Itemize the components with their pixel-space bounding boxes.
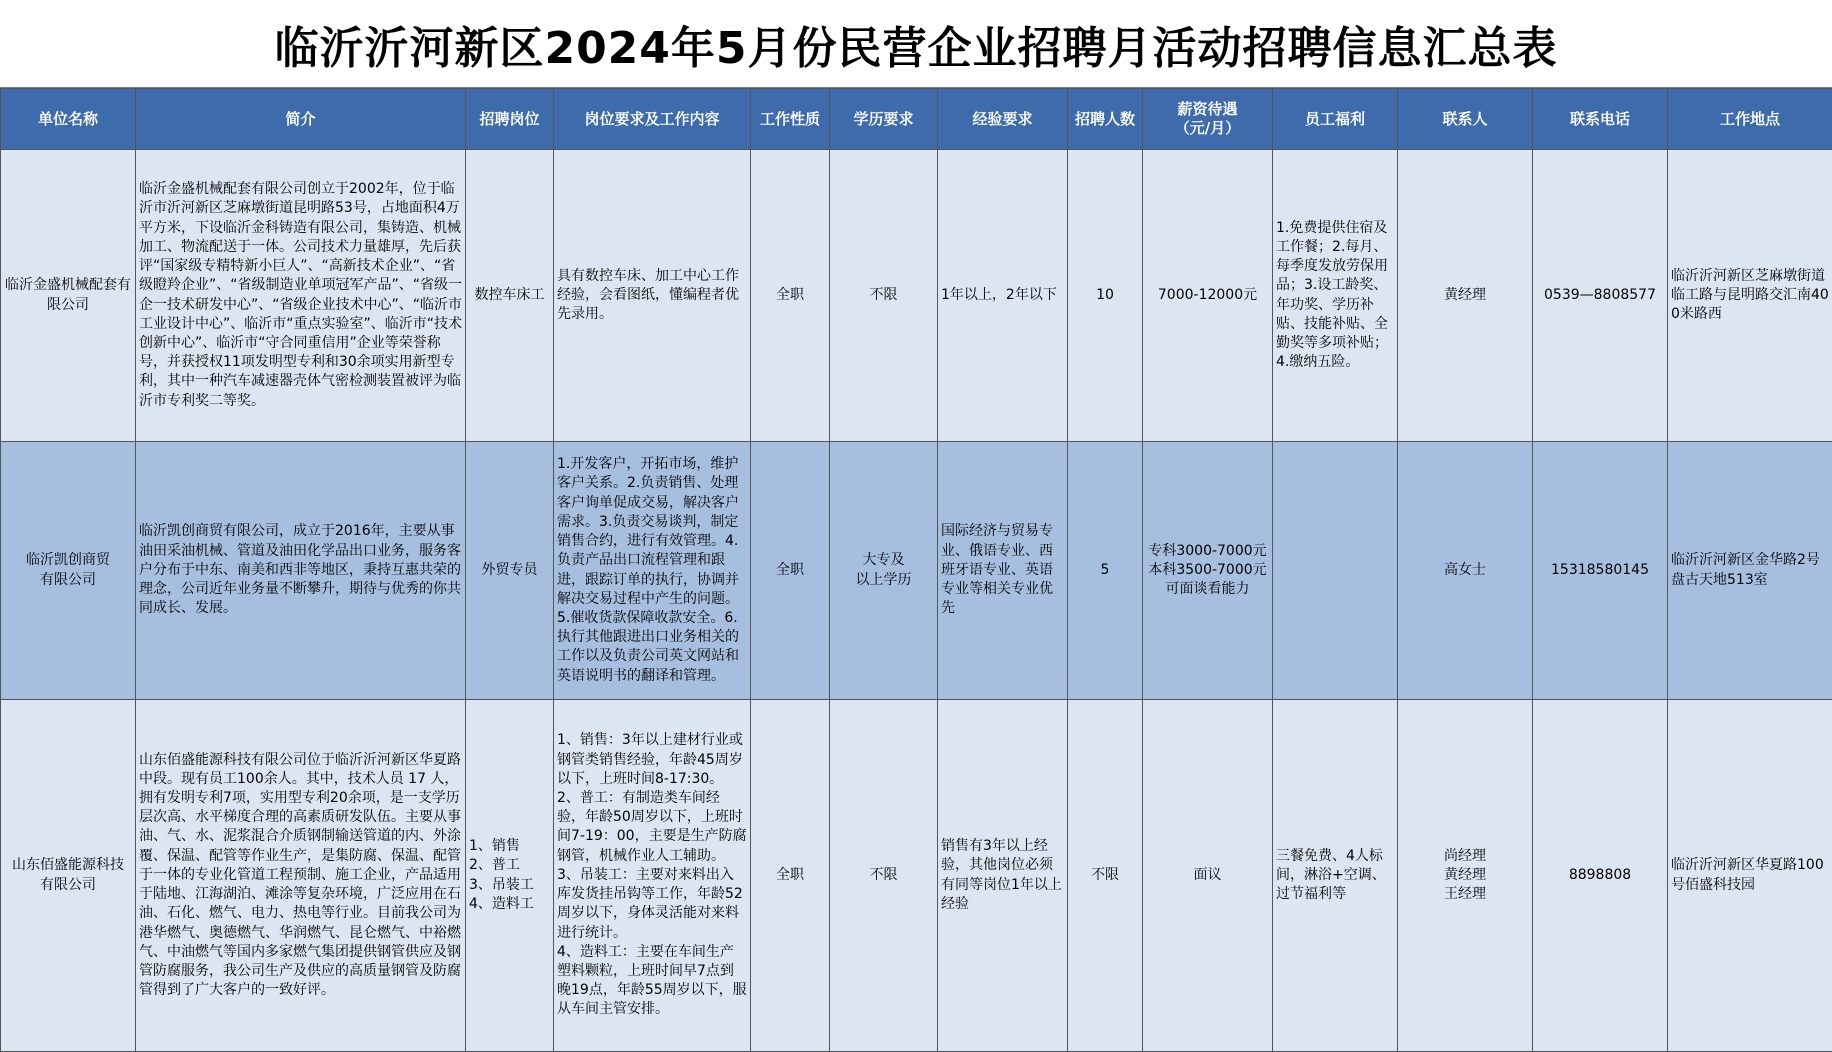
header-count[interactable]: 招聘人数 bbox=[1068, 89, 1143, 150]
cell-benefits[interactable]: 三餐免费、4人标间，淋浴+空调、过节福利等 bbox=[1273, 700, 1398, 1052]
header-location[interactable]: 工作地点 bbox=[1668, 89, 1832, 150]
cell-count[interactable]: 5 bbox=[1068, 442, 1143, 700]
sheet-title: 临沂沂河新区2024年5月份民营企业招聘月活动招聘信息汇总表 bbox=[0, 0, 1832, 88]
cell-count[interactable]: 不限 bbox=[1068, 700, 1143, 1052]
table-row bbox=[1, 442, 1832, 700]
cell-requirements[interactable]: 1、销售：3年以上建材行业或钢管类销售经验，年龄45周岁以下，上班时间8-17:30。 2、普工：有制造类车间经验，年龄50周岁以下，上班时间7-19：00，主要是生产防腐钢管，机械作业人工辅助。 3、吊装工：主要对来料出入库发货挂吊钩等工作，年龄52周岁以下，身体灵活能对来料进行统计。 4、造料工：主要在车间生产塑料颗粒，上班时间早7点到晚19点，年龄55周岁以下，服从车间主管安排。 bbox=[554, 700, 751, 1052]
header-contact[interactable]: 联系人 bbox=[1398, 89, 1533, 150]
header-experience[interactable]: 经验要求 bbox=[938, 89, 1068, 150]
cell-contact[interactable]: 尚经理 黄经理 王经理 bbox=[1398, 700, 1533, 1052]
cell-intro[interactable]: 临沂凯创商贸有限公司，成立于2016年，主要从事油田采油机械、管道及油田化学品出口业务，服务客户分布于中东、南美和西非等地区，秉持互惠共荣的理念，公司近年业务量不断攀升，期待与优秀的你共同成长、发展。 bbox=[136, 442, 466, 700]
cell-position[interactable]: 外贸专员 bbox=[466, 442, 554, 700]
cell-company[interactable]: 山东佰盛能源科技 有限公司 bbox=[1, 700, 136, 1052]
cell-count[interactable]: 10 bbox=[1068, 150, 1143, 442]
cell-education[interactable]: 大专及 以上学历 bbox=[830, 442, 938, 700]
header-benefits[interactable]: 员工福利 bbox=[1273, 89, 1398, 150]
cell-experience[interactable]: 1年以上，2年以下 bbox=[938, 150, 1068, 442]
header-education[interactable]: 学历要求 bbox=[830, 89, 938, 150]
cell-company[interactable]: 临沂金盛机械配套有限公司 bbox=[1, 150, 136, 442]
cell-company[interactable]: 临沂凯创商贸 有限公司 bbox=[1, 442, 136, 700]
header-requirements[interactable]: 岗位要求及工作内容 bbox=[554, 89, 751, 150]
cell-type[interactable]: 全职 bbox=[751, 700, 830, 1052]
cell-phone[interactable]: 8898808 bbox=[1533, 700, 1668, 1052]
table-row bbox=[1, 150, 1832, 442]
cell-location[interactable]: 临沂沂河新区华夏路100号佰盛科技园 bbox=[1668, 700, 1832, 1052]
table-row bbox=[1, 700, 1832, 1052]
cell-education[interactable]: 不限 bbox=[830, 700, 938, 1052]
cell-benefits[interactable]: 1.免费提供住宿及工作餐；2.每月、每季度发放劳保用品；3.设工龄奖、年功奖、学历补贴、技能补贴、全勤奖等多项补贴；4.缴纳五险。 bbox=[1273, 150, 1398, 442]
cell-salary[interactable]: 7000-12000元 bbox=[1143, 150, 1273, 442]
cell-position[interactable]: 1、销售 2、普工 3、吊装工 4、造料工 bbox=[466, 700, 554, 1052]
recruitment-table bbox=[0, 88, 1832, 1052]
cell-type[interactable]: 全职 bbox=[751, 442, 830, 700]
cell-phone[interactable]: 15318580145 bbox=[1533, 442, 1668, 700]
header-type[interactable]: 工作性质 bbox=[751, 89, 830, 150]
cell-requirements[interactable]: 具有数控车床、加工中心工作经验，会看图纸，懂编程者优先录用。 bbox=[554, 150, 751, 442]
cell-benefits[interactable] bbox=[1273, 442, 1398, 700]
cell-phone[interactable]: 0539—8808577 bbox=[1533, 150, 1668, 442]
header-position[interactable]: 招聘岗位 bbox=[466, 89, 554, 150]
cell-intro[interactable]: 山东佰盛能源科技有限公司位于临沂沂河新区华夏路中段。现有员工100余人。其中，技术人员 17 人，拥有发明专利7项，实用型专利20余项，是一支学历层次高、水平梯度合理的高素质研发队伍。主要从事油、气、水、泥浆混合介质钢制输送管道的内、外涂覆、保温、配管等作业生产，是集防腐、保温、配管于一体的专业化管道工程预制、施工企业，产品适用于陆地、江海湖泊、滩涂等复杂环境，广泛应用在石油、石化、燃气、电力、热电等行业。目前我公司为港华燃气、奥德燃气、华润燃气、昆仑燃气、中裕燃气、中油燃气等国内多家燃气集团提供钢管供应及钢管防腐服务，我公司生产及供应的高质量钢管及防腐管得到了广大客户的一致好评。 bbox=[136, 700, 466, 1052]
header-intro[interactable]: 简介 bbox=[136, 89, 466, 150]
cell-location[interactable]: 临沂沂河新区芝麻墩街道临工路与昆明路交汇南400米路西 bbox=[1668, 150, 1832, 442]
cell-intro[interactable]: 临沂金盛机械配套有限公司创立于2002年，位于临沂市沂河新区芝麻墩街道昆明路53号，占地面积4万平方米，下设临沂金科铸造有限公司，集铸造、机械加工、物流配送于一体。公司技术力量雄厚，先后获评“国家级专精特新小巨人”、“高新技术企业”、“省级瞪羚企业”、“省级制造业单项冠军产品”、“省级一企一技术研发中心”、“省级企业技术中心”、“临沂市工业设计中心”、临沂市“重点实验室”、临沂市“技术创新中心”、临沂市“守合同重信用”企业等荣誉称号，并获授权11项发明型专利和30余项实用新型专利，其中一种汽车减速器壳体气密检测装置被评为临沂市专利奖二等奖。 bbox=[136, 150, 466, 442]
header-phone[interactable]: 联系电话 bbox=[1533, 89, 1668, 150]
cell-contact[interactable]: 高女士 bbox=[1398, 442, 1533, 700]
cell-location[interactable]: 临沂沂河新区金华路2号盘古天地513室 bbox=[1668, 442, 1832, 700]
header-salary[interactable]: 薪资待遇 （元/月） bbox=[1143, 89, 1273, 150]
cell-salary[interactable]: 专科3000-7000元 本科3500-7000元 可面谈看能力 bbox=[1143, 442, 1273, 700]
cell-salary[interactable]: 面议 bbox=[1143, 700, 1273, 1052]
cell-requirements[interactable]: 1.开发客户，开拓市场，维护客户关系。2.负责销售、处理客户询单促成交易，解决客户需求。3.负责交易谈判，制定销售合约，进行有效管理。4.负责产品出口流程管理和跟进，跟踪订单的执行，协调并解决交易过程中产生的问题。5.催收货款保障收款安全。6.执行其他跟进出口业务相关的工作以及负责公司英文网站和英语说明书的翻译和管理。 bbox=[554, 442, 751, 700]
cell-position[interactable]: 数控车床工 bbox=[466, 150, 554, 442]
cell-contact[interactable]: 黄经理 bbox=[1398, 150, 1533, 442]
cell-type[interactable]: 全职 bbox=[751, 150, 830, 442]
cell-education[interactable]: 不限 bbox=[830, 150, 938, 442]
header-company[interactable]: 单位名称 bbox=[1, 89, 136, 150]
cell-experience[interactable]: 国际经济与贸易专业、俄语专业、西班牙语专业、英语专业等相关专业优先 bbox=[938, 442, 1068, 700]
header-row bbox=[1, 89, 1832, 150]
cell-experience[interactable]: 销售有3年以上经验，其他岗位必须有同等岗位1年以上经验 bbox=[938, 700, 1068, 1052]
